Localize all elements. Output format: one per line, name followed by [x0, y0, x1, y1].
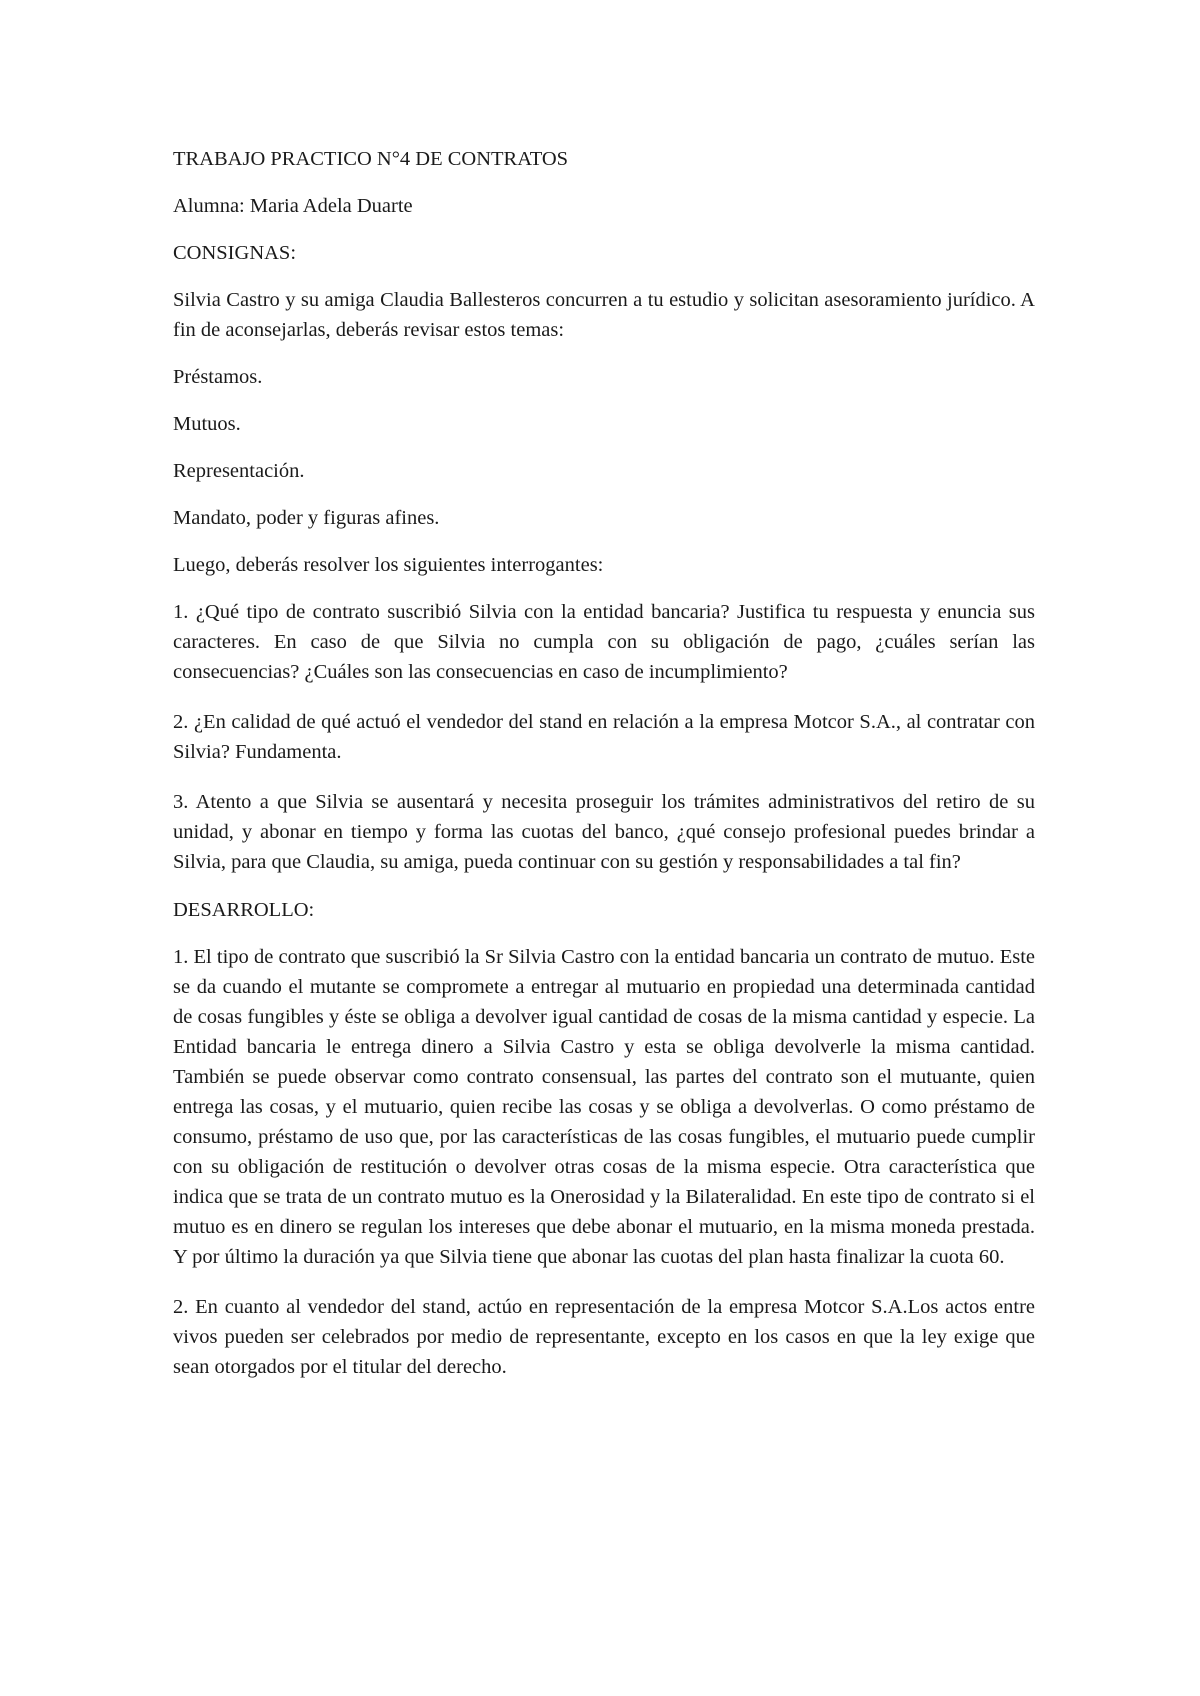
topic-item: Mandato, poder y figuras afines.	[173, 507, 440, 529]
intro-paragraph: Silvia Castro y su amiga Claudia Ballesteros concurren a tu estudio y solicitan asesoramiento jurídico. A fin de aconsejarlas, deberás revisar estos temas:	[173, 289, 1035, 341]
student-name: Alumna: Maria Adela Duarte	[173, 195, 413, 217]
question-item: 2. ¿En calidad de qué actuó el vendedor del stand en relación a la empresa Motcor S.A., al contratar con Silvia? Fundamenta.	[173, 711, 1035, 763]
document-title: TRABAJO PRACTICO N°4 DE CONTRATOS	[173, 148, 569, 170]
answer-item: 2. En cuanto al vendedor del stand, actúo en representación de la empresa Motcor S.A.Los actos entre vivos pueden ser celebrados por medio de representante, excepto en los casos en que la ley exige que sean otorgados por el titular del derecho.	[173, 1296, 1035, 1378]
document-page	[173, 144, 1035, 1399]
question-item: 1. ¿Qué tipo de contrato suscribió Silvia con la entidad bancaria? Justifica tu respuesta y enuncia sus caracteres. En caso de que Silvia no cumpla con su obligación de pago, ¿cuáles serían las consecuencias? ¿Cuáles son las consecuencias en caso de incumplimiento?	[173, 601, 1035, 683]
topic-item: Representación.	[173, 460, 305, 482]
answer-item: 1. El tipo de contrato que suscribió la Sr Silvia Castro con la entidad bancaria un contrato de mutuo. Este se da cuando el mutante se compromete a entregar al mutuario en propiedad una determinada cantidad de cosas fungibles y éste se obliga a devolver igual cantidad de cosas de la misma cantidad y especie. La Entidad bancaria le entrega dinero a Silvia Castro y esta se obliga devolverle la misma cantidad. También se puede observar como contrato consensual, las partes del contrato son el mutuante, quien entrega las cosas, y el mutuario, quien recibe las cosas y se obliga a devolverlas. O como préstamo de consumo, préstamo de uso que, por las características de las cosas fungibles, el mutuario puede cumplir con su obligación de restitución o devolver otras cosas de la misma especie. Otra característica que indica que se trata de un contrato mutuo es la Onerosidad y la Bilateralidad. En este tipo de contrato si el mutuo es en dinero se regulan los intereses que debe abonar el mutuario, en la misma moneda prestada. Y por último la duración ya que Silvia tiene que abonar las cuotas del plan hasta finalizar la cuota 60.	[173, 946, 1035, 1268]
questions-intro: Luego, deberás resolver los siguientes interrogantes:	[173, 554, 604, 576]
topic-item: Préstamos.	[173, 366, 263, 388]
development-heading: DESARROLLO:	[173, 899, 315, 921]
instructions-heading: CONSIGNAS:	[173, 242, 297, 264]
topic-item: Mutuos.	[173, 413, 241, 435]
question-item: 3. Atento a que Silvia se ausentará y necesita proseguir los trámites administrativos del retiro de su unidad, y abonar en tiempo y forma las cuotas del banco, ¿qué consejo profesional puedes brindar a Silvia, para que Claudia, su amiga, pueda continuar con su gestión y responsabilidades a tal fin?	[173, 791, 1035, 873]
